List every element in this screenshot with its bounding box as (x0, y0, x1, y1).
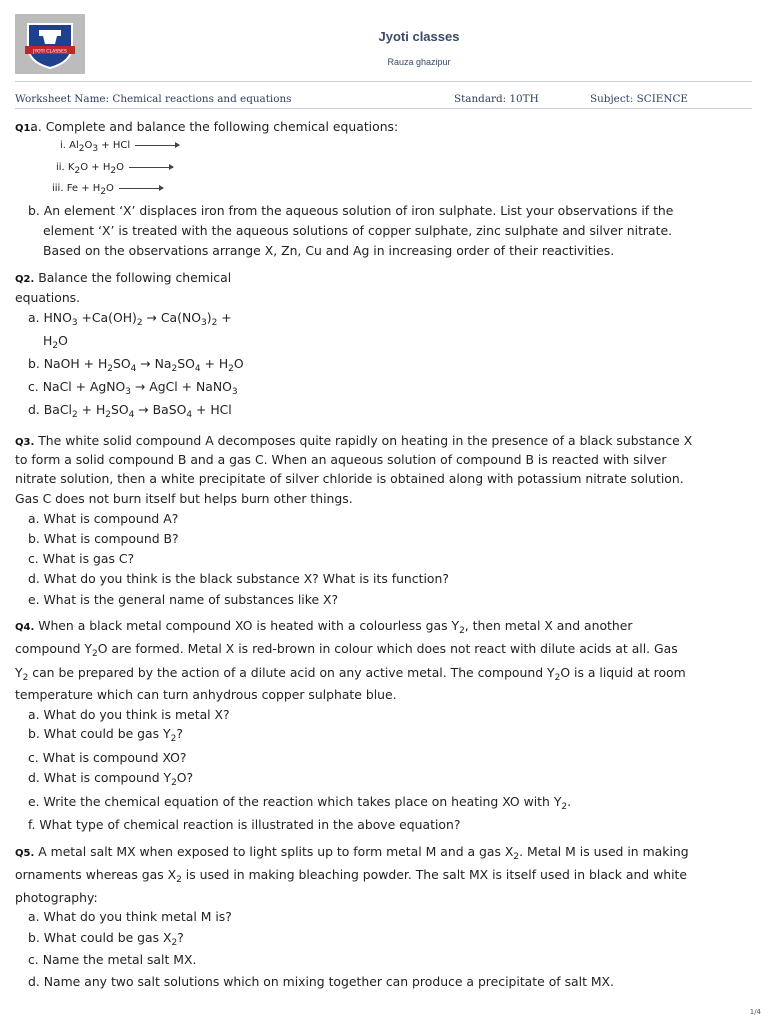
q5-b: b. What could be gas $X_2$? (28, 930, 184, 948)
q2-a-cont: $H_2O$ (43, 333, 68, 351)
q1-b-line3: Based on the observations arrange X, Zn, Cu and Ag in increasing order of their reactivities. (43, 243, 615, 258)
arrow-icon (119, 188, 163, 189)
q3-line1: Q3. The white solid compound A decomposes quite rapidly on heating in the presence of a black substance X (15, 433, 693, 448)
q5-d: d. Name any two salt solutions which on mixing together can produce a precipitate of salt MX. (28, 974, 614, 989)
q4-line3: $Y_2$ can be prepared by the action of a dilute acid on any active metal. The compound $Y_2O$ is a liquid at room (15, 665, 686, 683)
q1-eq-i: i. $Al_2O_3$ + HCl (60, 140, 179, 151)
q5-line3: photography: (15, 890, 98, 905)
q2-a: a. $HNO_3 +Ca(OH)_2 \to Ca(NO_3)_2$ + (28, 310, 232, 328)
q2-b: b. NaOH + $H_2SO_4 \to Na_2SO_4 + H_2O$ (28, 356, 244, 374)
q1-a: Q1.a. Complete and balance the following chemical equations: (15, 119, 399, 134)
question-number: Q3. (15, 437, 35, 448)
q1-eq-iii: iii. $Fe + H_2O$ (52, 183, 163, 194)
institute-location: Rauza ghazipur (387, 57, 451, 67)
question-number: Q5. (15, 848, 35, 859)
q3-c: c. What is gas C? (28, 551, 135, 566)
q1-b-line2: element ‘X’ is treated with the aqueous solutions of copper sulphate, zinc sulphate and silver nitrate. (43, 223, 673, 238)
q4-line1: Q4. When a black metal compound XO is heated with a colourless gas $Y_2$, then metal X and another (15, 618, 633, 636)
q4-c: c. What is compound XO? (28, 750, 187, 765)
page-number: 1/4 (749, 1008, 761, 1016)
q2-line2: equations. (15, 290, 81, 305)
q4-a: a. What do you think is metal X? (28, 707, 230, 722)
worksheet-name: Worksheet Name: Chemical reactions and equations (15, 93, 292, 105)
q2-line1: Q2. Balance the following chemical (15, 270, 232, 285)
q4-line4: temperature which can turn anhydrous copper sulphate blue. (15, 687, 397, 702)
question-number: Q4. (15, 622, 35, 633)
question-number: Q2. (15, 274, 35, 285)
q3-e: e. What is the general name of substances like X? (28, 592, 339, 607)
q4-f: f. What type of chemical reaction is illustrated in the above equation? (28, 817, 461, 832)
logo-text: JYOTI CLASSES (33, 49, 67, 55)
question-number: Q1. (15, 123, 35, 134)
q5-line1: Q5. A metal salt MX when exposed to light splits up to form metal M and a gas $X_2$. Metal M is used in making (15, 844, 689, 862)
q4-e: e. Write the chemical equation of the reaction which takes place on heating XO with $Y_2$. (28, 794, 572, 812)
q4-d: d. What is compound $Y_2O$? (28, 770, 194, 788)
q1-eq-ii: ii. $K_2O + H_2O$ (56, 162, 173, 173)
q3-d: d. What do you think is the black substance X? What is its function? (28, 571, 449, 586)
q4-b: b. What could be gas $Y_2$? (28, 726, 183, 744)
q1-b-line1: b. An element ‘X’ displaces iron from the aqueous solution of iron sulphate. List your observations if the (28, 203, 674, 218)
q3-line4: Gas C does not burn itself but helps burn other things. (15, 491, 353, 506)
q5-a: a. What do you think metal M is? (28, 909, 232, 924)
q4-line2: compound $Y_2O$ are formed. Metal X is red-brown in colour which does not react with dilute acids at all. Gas (15, 641, 678, 659)
q3-line2: to form a solid compound B and a gas C. When an aqueous solution of compound B is reacted with silver (15, 452, 667, 467)
q3-a: a. What is compound A? (28, 511, 179, 526)
q5-c: c. Name the metal salt MX. (28, 952, 197, 967)
institute-name: Jyoti classes (378, 29, 460, 44)
q3-b: b. What is compound B? (28, 531, 179, 546)
q5-line2: ornaments whereas gas $X_2$ is used in making bleaching powder. The salt MX is itself used in black and white (15, 867, 688, 885)
q3-line3: nitrate solution, then a white precipitate of silver chloride is obtained along with potassium nitrate solution. (15, 471, 684, 486)
arrow-icon (129, 167, 173, 168)
standard-label: Standard: 10TH (454, 93, 539, 105)
q2-d: d. BaCl$_2$ + $H_2SO_4$ → BaSO$_4$ + HCl (28, 402, 232, 420)
subject-label: Subject: SCIENCE (590, 93, 689, 105)
meta-divider (15, 108, 752, 109)
q2-c: c. NaCl + AgNO$_3$ → AgCl + NaNO$_3$ (28, 379, 238, 397)
arrow-icon (135, 145, 179, 146)
header-divider (15, 81, 752, 82)
